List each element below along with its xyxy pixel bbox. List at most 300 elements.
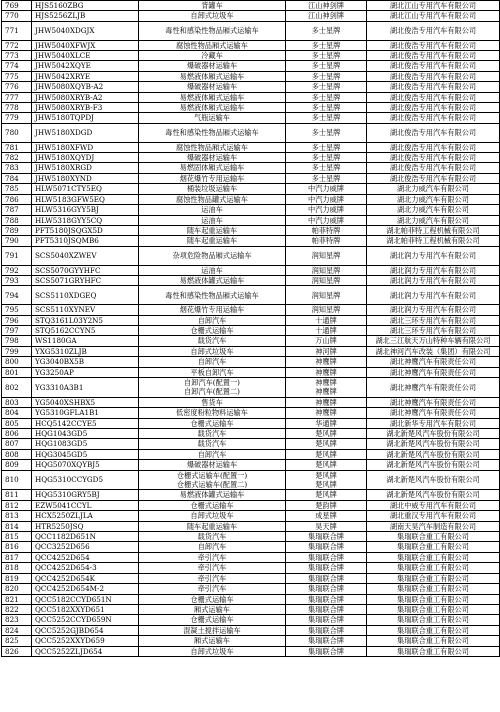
vehicle-brand: 成星牌: [286, 511, 367, 521]
manufacturer: 湖北润力专用汽车有限公司: [367, 305, 500, 315]
vehicle-brand: 润知星牌: [286, 265, 367, 275]
manufacturer: 集瑞联合重工有限公司: [367, 573, 500, 583]
vehicle-brand: 江山神剑牌: [286, 11, 367, 21]
table-row: [2, 636, 500, 646]
manufacturer: 湖北力威汽车有限公司: [367, 194, 500, 204]
manufacturer: 集瑞联合重工有限公司: [367, 594, 500, 604]
row-number: 799: [2, 346, 32, 356]
vehicle-name: 易燃固体厢式运输车: [139, 163, 286, 173]
table-row: [2, 142, 500, 152]
row-number: 797: [2, 325, 32, 335]
vehicle-brand: 集瑞联合牌: [286, 542, 367, 552]
table-row: [2, 542, 500, 552]
vehicle-model: HQG1083GD5: [32, 439, 139, 449]
row-number: 825: [2, 636, 32, 646]
vehicle-brand: 润知星牌: [286, 305, 367, 315]
manufacturer: 湖北神鹰汽车有限责任公司: [367, 377, 500, 397]
manufacturer: 湖南天昊汽车制造有限公司: [367, 521, 500, 531]
vehicle-brand: 集瑞联合牌: [286, 594, 367, 604]
vehicle-name: 载货汽车: [139, 439, 286, 449]
vehicle-name-config-2: 仓栅式运输车(配置二): [176, 480, 248, 490]
vehicle-model: JHW5180XRGD: [32, 163, 139, 173]
manufacturer: 湖北俊浩专用汽车有限公司: [367, 113, 500, 123]
manufacturer: 湖北江山专用汽车有限公司: [367, 1, 500, 11]
row-number: 822: [2, 604, 32, 614]
vehicle-brand: 华通牌: [286, 418, 367, 428]
vehicle-model: HLW5183GFW5EQ: [32, 194, 139, 204]
row-number: 796: [2, 315, 32, 325]
row-number: 773: [2, 51, 32, 61]
row-number: 800: [2, 357, 32, 367]
vehicle-name: [139, 377, 286, 397]
row-number: 807: [2, 439, 32, 449]
manufacturer: 集瑞联合重工有限公司: [367, 552, 500, 562]
vehicle-brand: 多士星牌: [286, 82, 367, 92]
vehicle-brand: 润知星牌: [286, 286, 367, 305]
vehicle-model: QCC4252D654M-2: [32, 584, 139, 594]
vehicle-model: YG3040BX5B: [32, 357, 139, 367]
row-number: 769: [2, 1, 32, 11]
table-row: [2, 532, 500, 542]
vehicle-name: 爆破器材运输车: [139, 153, 286, 163]
table-row: [2, 113, 500, 123]
vehicle-brand: 润知星牌: [286, 275, 367, 285]
vehicle-brand: 集瑞联合牌: [286, 615, 367, 625]
vehicle-name-config-2: 自卸汽车(配置二): [184, 387, 240, 397]
vehicle-brand: 多士星牌: [286, 173, 367, 183]
table-row: [2, 205, 500, 215]
table-row: [2, 246, 500, 265]
vehicle-model: JHW5180XDGD: [32, 123, 139, 142]
vehicle-brand: 中汽力威牌: [286, 184, 367, 194]
vehicle-name: 自卸汽车: [139, 315, 286, 325]
vehicle-name: 爆破器材运输车: [139, 61, 286, 71]
vehicle-name: [139, 470, 286, 490]
manufacturer: 湖北神鹰汽车有限责任公司: [367, 408, 500, 418]
manufacturer: 湖北俊浩专用汽车有限公司: [367, 51, 500, 61]
vehicle-model: HQG5070XQYBJ5: [32, 460, 139, 470]
row-number: 809: [2, 460, 32, 470]
vehicle-name: 易燃液体厢式运输车: [139, 92, 286, 102]
vehicle-brand: 集瑞联合牌: [286, 573, 367, 583]
row-number: 783: [2, 163, 32, 173]
vehicle-model: JHW5080XRYB-F3: [32, 103, 139, 113]
vehicle-name-config-1: 仓栅式运输车(配置一): [176, 470, 248, 480]
row-number: 816: [2, 542, 32, 552]
manufacturer: 湖北新楚风汽车股份有限公司: [367, 490, 500, 500]
row-number: 794: [2, 286, 32, 305]
table-row: [2, 315, 500, 325]
vehicle-name: 随车起重运输车: [139, 236, 286, 246]
vehicle-name: 冷藏车: [139, 51, 286, 61]
vehicle-name: 毒性和感染性物品厢式运输车: [139, 21, 286, 40]
manufacturer: 湖北江山专用汽车有限公司: [367, 11, 500, 21]
vehicle-name: 腐蚀性物品厢式运输车: [139, 40, 286, 50]
row-number: 813: [2, 511, 32, 521]
manufacturer: 湖北俊浩专用汽车有限公司: [367, 82, 500, 92]
manufacturer: 湖北俊浩专用汽车有限公司: [367, 163, 500, 173]
row-number: 776: [2, 82, 32, 92]
vehicle-brand: 集瑞联合牌: [286, 646, 367, 656]
manufacturer: 湖北润力专用汽车有限公司: [367, 265, 500, 275]
vehicle-name: 烟花爆竹专用运输车: [139, 173, 286, 183]
vehicle-model: PFT5180JSQGX5D: [32, 225, 139, 235]
vehicle-name: 运油车: [139, 205, 286, 215]
table-row: [2, 153, 500, 163]
row-number: 805: [2, 418, 32, 428]
vehicle-model: JHW5042XRYE: [32, 71, 139, 81]
manufacturer: 集瑞联合重工有限公司: [367, 646, 500, 656]
vehicle-model: YG3250AP: [32, 367, 139, 377]
vehicle-name: 仓栅式运输车: [139, 418, 286, 428]
vehicle-name: 牵引汽车: [139, 563, 286, 573]
vehicle-brand: 楚风牌: [286, 439, 367, 449]
table-row: [2, 377, 500, 397]
vehicle-model: QCC5252GJBD654: [32, 625, 139, 635]
manufacturer: 湖北力威汽车有限公司: [367, 205, 500, 215]
vehicle-name: 随车起重运输车: [139, 521, 286, 531]
vehicle-model: STQ5162CCYN5: [32, 325, 139, 335]
vehicle-brand: 江山神剑牌: [286, 1, 367, 11]
vehicle-model: JHW5080XRYB-A2: [32, 92, 139, 102]
manufacturer: 湖北俊浩专用汽车有限公司: [367, 40, 500, 50]
vehicle-table-body: [2, 1, 500, 657]
table-row: [2, 71, 500, 81]
vehicle-model: SCS5040XZWEV: [32, 246, 139, 265]
row-number: 795: [2, 305, 32, 315]
row-number: 818: [2, 563, 32, 573]
row-number: 784: [2, 173, 32, 183]
vehicle-brand: 楚风牌: [286, 449, 367, 459]
vehicle-model: HQG3045GD5: [32, 449, 139, 459]
vehicle-name: 自卸汽车: [139, 542, 286, 552]
table-row: [2, 439, 500, 449]
vehicle-model: QCC3252D656: [32, 542, 139, 552]
row-number: 789: [2, 225, 32, 235]
vehicle-brand: 多士星牌: [286, 163, 367, 173]
table-row: [2, 103, 500, 113]
table-row: [2, 11, 500, 21]
vehicle-name: 厢式运输车: [139, 604, 286, 614]
manufacturer: 湖北重汉专用汽车有限公司: [367, 511, 500, 521]
row-number: 817: [2, 552, 32, 562]
vehicle-model: QCC5252XXYD659: [32, 636, 139, 646]
vehicle-model: QCC4252D654K: [32, 573, 139, 583]
vehicle-name: 背罐车: [139, 1, 286, 11]
vehicle-model: HQG1043GD5: [32, 429, 139, 439]
manufacturer: 湖北神河汽车改装（集团）有限公司: [367, 346, 500, 356]
vehicle-name: 自卸汽车: [139, 357, 286, 367]
table-row: [2, 265, 500, 275]
manufacturer: 湖北新楚风汽车股份有限公司: [367, 429, 500, 439]
vehicle-brand: 昊天牌: [286, 521, 367, 531]
vehicle-brand-config-1: 神鹰牌: [315, 377, 337, 387]
vehicle-name: 仓栅式运输车: [139, 500, 286, 510]
row-number: 781: [2, 142, 32, 152]
manufacturer: 湖北润力专用汽车有限公司: [367, 246, 500, 265]
row-number: 770: [2, 11, 32, 21]
row-number: 772: [2, 40, 32, 50]
vehicle-brand: 集瑞联合牌: [286, 636, 367, 646]
vehicle-brand: 多士星牌: [286, 123, 367, 142]
row-number: 824: [2, 625, 32, 635]
vehicle-brand: 神鹰牌: [286, 397, 367, 407]
table-row: [2, 646, 500, 656]
vehicle-model: YG5040XSHBX5: [32, 397, 139, 407]
vehicle-name: 载货汽车: [139, 336, 286, 346]
table-row: [2, 490, 500, 500]
vehicle-brand: 多士星牌: [286, 61, 367, 71]
vehicle-brand: 神鹰牌: [286, 408, 367, 418]
table-row: [2, 367, 500, 377]
row-number: 785: [2, 184, 32, 194]
vehicle-brand: [286, 470, 367, 490]
vehicle-model: JHW5040XLCE: [32, 51, 139, 61]
manufacturer: 湖北中威专用汽车有限公司: [367, 500, 500, 510]
vehicle-model: HTR5250JSQ: [32, 521, 139, 531]
table-row: [2, 82, 500, 92]
table-row: [2, 123, 500, 142]
vehicle-brand: 多士星牌: [286, 142, 367, 152]
vehicle-brand: 万山牌: [286, 336, 367, 346]
row-number: 782: [2, 153, 32, 163]
vehicle-name: 载货汽车: [139, 532, 286, 542]
vehicle-name: 易燃液体厢式运输车: [139, 71, 286, 81]
vehicle-brand: 多士星牌: [286, 71, 367, 81]
vehicle-model: JHW5180XFWD: [32, 142, 139, 152]
manufacturer: 集瑞联合重工有限公司: [367, 532, 500, 542]
vehicle-model: QCC5252ZLJD654: [32, 646, 139, 656]
table-row: [2, 357, 500, 367]
vehicle-model: JHW5042XQYE: [32, 61, 139, 71]
row-number: 814: [2, 521, 32, 531]
vehicle-model: YG3310A3B1: [32, 377, 139, 397]
manufacturer: 湖北力威汽车有限公司: [367, 215, 500, 225]
vehicle-brand: 中汽力威牌: [286, 194, 367, 204]
vehicle-name: 毒性和感染性物品厢式运输车: [139, 123, 286, 142]
row-number: 793: [2, 275, 32, 285]
manufacturer: 湖北三江航天万山特种车辆有限公司: [367, 336, 500, 346]
vehicle-model: QCC4252D654-3: [32, 563, 139, 573]
vehicle-brand: 集瑞联合牌: [286, 532, 367, 542]
vehicle-model: WS1180GA: [32, 336, 139, 346]
manufacturer: 湖北新楚风汽车股份有限公司: [367, 439, 500, 449]
manufacturer: 集瑞联合重工有限公司: [367, 636, 500, 646]
vehicle-name: 腐蚀性物品罐式运输车: [139, 194, 286, 204]
vehicle-name: 混凝土搅拌运输车: [139, 625, 286, 635]
table-row: [2, 286, 500, 305]
row-number: 823: [2, 615, 32, 625]
table-row: [2, 305, 500, 315]
manufacturer: 湖北俊浩专用汽车有限公司: [367, 61, 500, 71]
table-row: [2, 594, 500, 604]
manufacturer: 湖北新楚风汽车股份有限公司: [367, 470, 500, 490]
table-row: [2, 470, 500, 490]
vehicle-name: 仓栅式运输车: [139, 615, 286, 625]
vehicle-name: 自卸式垃圾车: [139, 646, 286, 656]
vehicle-brand: 楚风牌: [286, 490, 367, 500]
row-number: 788: [2, 215, 32, 225]
vehicle-model: HQG5310CCYGD5: [32, 470, 139, 490]
vehicle-name: 腐蚀性物品厢式运输车: [139, 142, 286, 152]
vehicle-name: 售货车: [139, 397, 286, 407]
table-row: [2, 92, 500, 102]
row-number: 826: [2, 646, 32, 656]
manufacturer: 湖北新华专用汽车有限公司: [367, 418, 500, 428]
table-row: [2, 275, 500, 285]
table-row: [2, 215, 500, 225]
vehicle-name: 爆破器材运输车: [139, 460, 286, 470]
row-number: 819: [2, 573, 32, 583]
vehicle-model: JHW5180TQPDJ: [32, 113, 139, 123]
vehicle-name: 自卸式垃圾车: [139, 346, 286, 356]
vehicle-brand: [286, 377, 367, 397]
vehicle-name: 自卸汽车: [139, 449, 286, 459]
table-row: [2, 194, 500, 204]
vehicle-name: 易燃液体罐式运输车: [139, 275, 286, 285]
table-row: [2, 336, 500, 346]
row-number: 779: [2, 113, 32, 123]
table-row: [2, 51, 500, 61]
vehicle-brand: 十通牌: [286, 315, 367, 325]
vehicle-name: 烟花爆竹专用运输车: [139, 305, 286, 315]
vehicle-brand: 集瑞联合牌: [286, 625, 367, 635]
vehicle-model: QCC4252D654: [32, 552, 139, 562]
vehicle-brand: 集瑞联合牌: [286, 552, 367, 562]
manufacturer: 湖北润力专用汽车有限公司: [367, 275, 500, 285]
table-row: [2, 511, 500, 521]
vehicle-model: PFT5310JSQMB6: [32, 236, 139, 246]
vehicle-brand: 多士星牌: [286, 40, 367, 50]
vehicle-model: QCC1182D651N: [32, 532, 139, 542]
vehicle-brand: 多士星牌: [286, 113, 367, 123]
vehicle-model: JHW5180XYND: [32, 173, 139, 183]
vehicle-model: JHW5040XFWJX: [32, 40, 139, 50]
vehicle-brand: 润知星牌: [286, 246, 367, 265]
table-row: [2, 573, 500, 583]
table-row: [2, 460, 500, 470]
manufacturer: 集瑞联合重工有限公司: [367, 542, 500, 552]
manufacturer: 湖北帕菲特工程机械有限公司: [367, 225, 500, 235]
table-row: [2, 521, 500, 531]
row-number: 815: [2, 532, 32, 542]
row-number: 804: [2, 408, 32, 418]
row-number: 808: [2, 449, 32, 459]
manufacturer: 湖北三环专用汽车有限公司: [367, 325, 500, 335]
vehicle-model: STQ3161L03Y2N5: [32, 315, 139, 325]
vehicle-model: HCX5250ZLJLA: [32, 511, 139, 521]
row-number: 806: [2, 429, 32, 439]
row-number: 786: [2, 194, 32, 204]
table-row: [2, 604, 500, 614]
row-number: 821: [2, 594, 32, 604]
vehicle-model: JHW5080XQYB-A2: [32, 82, 139, 92]
vehicle-brand: 集瑞联合牌: [286, 584, 367, 594]
vehicle-name: 牵引汽车: [139, 573, 286, 583]
vehicle-brand: 多士星牌: [286, 21, 367, 40]
vehicle-name: 运油车: [139, 215, 286, 225]
table-row: [2, 615, 500, 625]
manufacturer: 集瑞联合重工有限公司: [367, 563, 500, 573]
manufacturer: 湖北新楚风汽车股份有限公司: [367, 449, 500, 459]
vehicle-brand: 集瑞联合牌: [286, 563, 367, 573]
vehicle-name: 杂项危险物品厢式运输车: [139, 246, 286, 265]
vehicle-name: 仓栅式运输车: [139, 325, 286, 335]
row-number: 792: [2, 265, 32, 275]
row-number: 803: [2, 397, 32, 407]
vehicle-name: 牵引汽车: [139, 552, 286, 562]
table-row: [2, 236, 500, 246]
manufacturer: 湖北俊浩专用汽车有限公司: [367, 123, 500, 142]
table-row: [2, 325, 500, 335]
row-number: 810: [2, 470, 32, 490]
vehicle-name: 运油车: [139, 265, 286, 275]
vehicle-name: 仓栅式运输车: [139, 594, 286, 604]
vehicle-name: 气瓶运输车: [139, 113, 286, 123]
vehicle-model: QCC5182CCYD651N: [32, 594, 139, 604]
manufacturer: 湖北润力专用汽车有限公司: [367, 286, 500, 305]
vehicle-name: 厢式运输车: [139, 636, 286, 646]
table-row: [2, 418, 500, 428]
row-number: 790: [2, 236, 32, 246]
vehicle-model: HLW5318GYY5CQ: [32, 215, 139, 225]
table-row: [2, 163, 500, 173]
table-row: [2, 21, 500, 40]
manufacturer: 湖北俊浩专用汽车有限公司: [367, 173, 500, 183]
vehicle-name: 爆破器材运输车: [139, 82, 286, 92]
vehicle-brand: 集瑞联合牌: [286, 604, 367, 614]
table-row: [2, 429, 500, 439]
manufacturer: 湖北三环专用汽车有限公司: [367, 315, 500, 325]
manufacturer: 集瑞联合重工有限公司: [367, 584, 500, 594]
vehicle-model: YXG5310ZLJB: [32, 346, 139, 356]
table-row: [2, 584, 500, 594]
vehicle-brand-config-2: 神鹰牌: [315, 387, 337, 397]
row-number: 778: [2, 103, 32, 113]
table-row: [2, 1, 500, 11]
vehicle-model: HJS5256ZLJB: [32, 11, 139, 21]
manufacturer: 湖北俊浩专用汽车有限公司: [367, 153, 500, 163]
manufacturer: 湖北俊浩专用汽车有限公司: [367, 142, 500, 152]
manufacturer: 湖北力威汽车有限公司: [367, 184, 500, 194]
vehicle-model: QCC5252CCYD659N: [32, 615, 139, 625]
table-row: [2, 346, 500, 356]
manufacturer: 湖北神鹰汽车有限责任公司: [367, 367, 500, 377]
table-row: [2, 408, 500, 418]
vehicle-model: HLW5071CTY5EQ: [32, 184, 139, 194]
table-row: [2, 449, 500, 459]
vehicle-model: SCS5110XYNEV: [32, 305, 139, 315]
vehicle-name: 载货汽车: [139, 429, 286, 439]
row-number: 775: [2, 71, 32, 81]
vehicle-model: JHW5040XDGJX: [32, 21, 139, 40]
table-row: [2, 563, 500, 573]
vehicle-model: JHW5180XQYDJ: [32, 153, 139, 163]
vehicle-model: YG5310GFLA1B1: [32, 408, 139, 418]
vehicle-model: SCS5110XDGEQ: [32, 286, 139, 305]
manufacturer: 湖北俊浩专用汽车有限公司: [367, 21, 500, 40]
vehicle-name: 自卸式垃圾车: [139, 511, 286, 521]
table-row: [2, 184, 500, 194]
table-row: [2, 173, 500, 183]
vehicle-brand: 楚风牌: [286, 460, 367, 470]
vehicle-brand: 楚韵牌: [286, 500, 367, 510]
vehicle-name: 桶装垃圾运输车: [139, 184, 286, 194]
vehicle-name: 自卸式垃圾车: [139, 11, 286, 21]
vehicle-model: SCS5070GYYHFC: [32, 265, 139, 275]
manufacturer: 集瑞联合重工有限公司: [367, 604, 500, 614]
vehicle-brand: 多士星牌: [286, 51, 367, 61]
